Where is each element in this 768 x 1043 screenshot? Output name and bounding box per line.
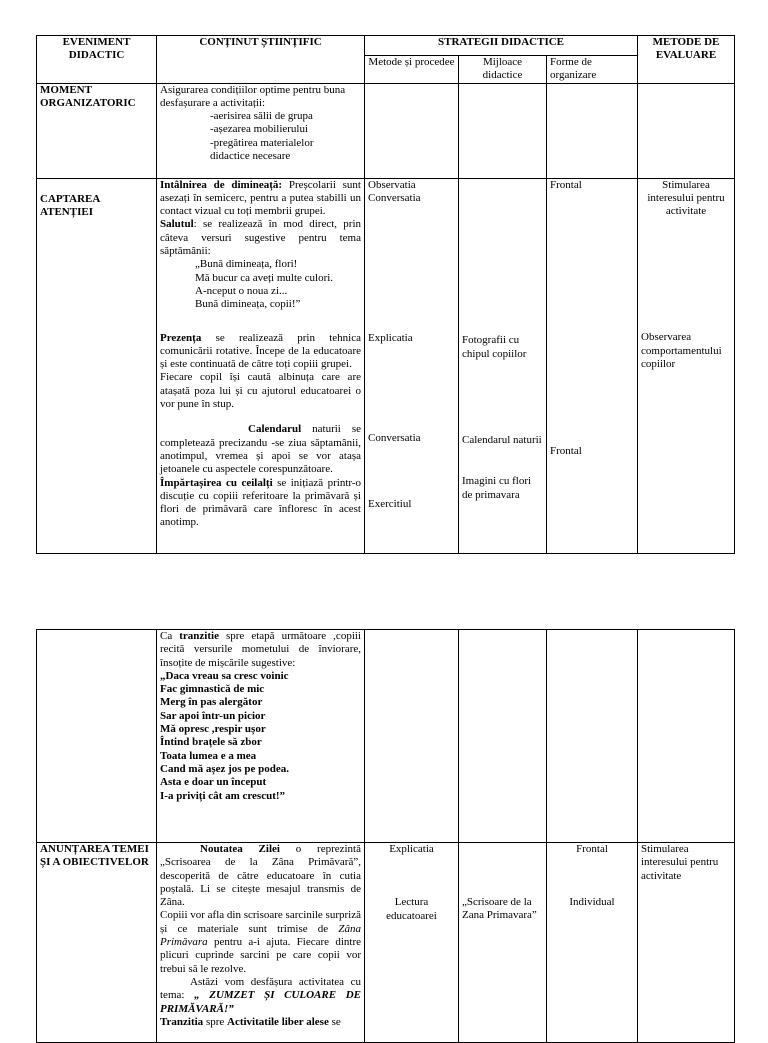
empty-cell	[547, 630, 638, 843]
poem-line: Merg în pas alergător	[160, 696, 263, 709]
metoda-item: Explicatia	[389, 843, 434, 855]
forma-item: Individual	[569, 896, 615, 909]
poem-line: Toata lumea e a mea	[160, 749, 257, 762]
header-forme: Forme de organizare	[547, 56, 638, 84]
header-mijloace: Mijloace didactice	[459, 56, 547, 84]
mijloace-anuntarea	[459, 843, 547, 1043]
salutul-title: Salutul	[160, 218, 194, 231]
metoda-item: Explicatia	[368, 332, 413, 345]
evaluare-anuntarea: Stimularea interesului pentru activitate	[638, 843, 735, 1043]
forme-captarea	[547, 178, 638, 553]
poem-line: Cand mă așez jos pe podea.	[160, 762, 289, 775]
event-captarea-atentiei: CAPTAREA ATENȚIEI	[37, 178, 157, 553]
metoda-item: Conversatia	[368, 432, 421, 445]
metode-anuntarea	[365, 843, 459, 1043]
event-anuntarea-temei: ANUNȚAREA TEMEI ȘI A OBIECTIVELOR	[37, 843, 157, 1043]
mijloace-captarea	[459, 178, 547, 553]
calendar-title: Calendarul	[248, 423, 302, 436]
empty-cell	[37, 630, 157, 843]
header-eveniment: EVENIMENT DIDACTIC	[37, 36, 157, 84]
intalnirea-text: Preșcolarii sunt asezați în semicerc, pentru a putea stabilli un contact vizual cu toți membrii grupei.	[160, 178, 361, 218]
empty-cell	[638, 83, 735, 178]
mijloc-item: Calendarul naturii	[462, 433, 542, 446]
empty-cell	[547, 83, 638, 178]
impart-title: Împărtașirea cu ceilalți	[160, 476, 273, 489]
poem-line: Sar apoi într-un picior	[160, 709, 266, 722]
mijloc-item: „Scrisoare de la Zana Primavara”	[462, 896, 537, 922]
tranzitia-end: se	[328, 1015, 341, 1028]
lesson-table-page-1	[36, 35, 735, 554]
header-metode-procedee: Metode și procedee	[365, 56, 459, 84]
verse-line: Bună dimineața, copii!”	[195, 298, 301, 311]
tema-title: „ ZUMZET ȘI CULOARE DE PRIMĂVARĂ!”	[160, 989, 361, 1015]
astazi-text: Astăzi vom desfășura activitatea cu tema:	[160, 975, 361, 1002]
metoda-item: Observatia	[368, 178, 416, 191]
mijloc-item: Imagini cu flori de primavara	[462, 474, 532, 501]
tranz-text: spre etapă următoare ,copiii recită versurile mometului de înviorare, însoțite de mișcările sugestive:	[160, 630, 361, 669]
metoda-item: Conversatia	[368, 191, 421, 204]
poem-line: Mă opresc ,respir ușor	[160, 723, 266, 736]
impart-text: se inițiază printr-o discuție cu copiii referitoare la primăvară și flori de primăvară care înfloresc în acest anotimp.	[160, 476, 361, 529]
activitatile-title: Activitatile liber alese	[227, 1015, 329, 1028]
metode-captarea	[365, 178, 459, 553]
noutatea-text: o reprezintă „Scrisoarea de la Zâna Primăvară”, descoperită de către educatoare în cutia poștală. Li se citește mesajul transmis de Zâna.	[160, 843, 361, 909]
empty-cell	[638, 630, 735, 843]
poem-line: Întind brațele să zbor	[160, 736, 262, 749]
content-captarea-atentiei	[157, 178, 365, 553]
verse-line: A-nceput o noua zi...	[195, 284, 288, 297]
header-strategii: STRATEGII DIDACTICE	[365, 36, 638, 56]
verse-line: „Bună dimineața, flori!	[195, 258, 298, 271]
content-moment-organizatoric	[157, 83, 365, 178]
list-item: -pregătirea materialelor	[210, 136, 314, 149]
header-continut: CONȚINUT ȘTIINȚIFIC	[157, 36, 365, 84]
intro-text: Asigurarea condițiilor optime pentru buna desfașurare a activitații:	[160, 83, 346, 109]
empty-cell	[459, 83, 547, 178]
evaluare-item: Observarea comportamentului copiilor	[641, 331, 722, 371]
mijloc-item: Fotografii cu chipul copiilor	[462, 333, 527, 360]
empty-cell	[365, 630, 459, 843]
header-metode-evaluare: METODE DE EVALUARE	[638, 36, 735, 84]
tranzitia-text: spre	[203, 1015, 228, 1028]
noutatea-title: Noutatea Zilei	[200, 843, 280, 855]
copiii-text-a: Copiii vor afla din scrisoare sarcinile surpriză și ce materiale sunt trimise de	[160, 909, 361, 935]
forme-anuntarea	[547, 843, 638, 1043]
empty-cell	[459, 630, 547, 843]
event-moment-organizatoric: MOMENT ORGANIZATORIC	[37, 83, 157, 178]
poem-line: Fac gimnastică de mic	[160, 683, 265, 696]
verse-line: Mă bucur ca aveți multe culori.	[195, 271, 334, 284]
prezenta-title: Prezența	[160, 331, 202, 344]
poem-line: Asta e doar un început	[160, 776, 267, 789]
forma-item: Frontal	[576, 843, 608, 855]
calendar-text: naturii se completează precizandu -se ziua săptamânii, anotimpul, vremea și apoi se vor atașa jetoanele cu aspectele corespunzătoare.	[160, 423, 361, 476]
forma-item: Frontal	[550, 178, 582, 191]
evaluare-item: Stimularea interesului pentru activitate	[647, 178, 725, 218]
lesson-table-page-2	[36, 629, 735, 1043]
tranz-pre: Ca	[160, 630, 180, 642]
tranzitia-title: Tranzitia	[160, 1015, 204, 1028]
forma-item: Frontal	[550, 444, 582, 457]
copiii-zana: Zâna Primăvara	[160, 922, 361, 949]
evaluare-captarea	[638, 178, 735, 553]
list-item: didactice necesare	[210, 150, 291, 163]
metoda-item: Exercitiul	[368, 497, 412, 510]
copiii-text-b: pentru a-i ajuta. Fiecare dintre plicuri cuprinde sarcini pe care copii vor trebui să le rezolve.	[160, 936, 361, 975]
salutul-text: : se realizează în mod direct, prin câteva versuri sugestive pentru tema săptămânii:	[160, 218, 361, 258]
prezenta-text-2: Fiecare copil își caută albinuța care are atașată poza lui și cu ajutorul educatoarei o vor pune în stup.	[160, 371, 361, 411]
prezenta-text: se realizează prin tehnica comunicării rotative. Începe de la educatoare și este continuată de către toți copiii grupei.	[160, 331, 361, 371]
intalnirea-title: Intâlnirea de dimineață:	[160, 178, 283, 191]
list-item: -aerisirea sălii de grupa	[210, 110, 313, 123]
poem-line: I-a priviți cât am crescut!”	[160, 789, 286, 802]
content-anuntarea-temei	[157, 843, 365, 1043]
list-item: -așezarea mobilierului	[210, 123, 309, 136]
content-tranzitie	[157, 630, 365, 843]
metoda-item: Lectura educatoarei	[386, 896, 437, 922]
poem-line: „Daca vreau sa cresc voinic	[160, 669, 289, 682]
tranz-title: tranzitie	[179, 630, 219, 642]
empty-cell	[365, 83, 459, 178]
